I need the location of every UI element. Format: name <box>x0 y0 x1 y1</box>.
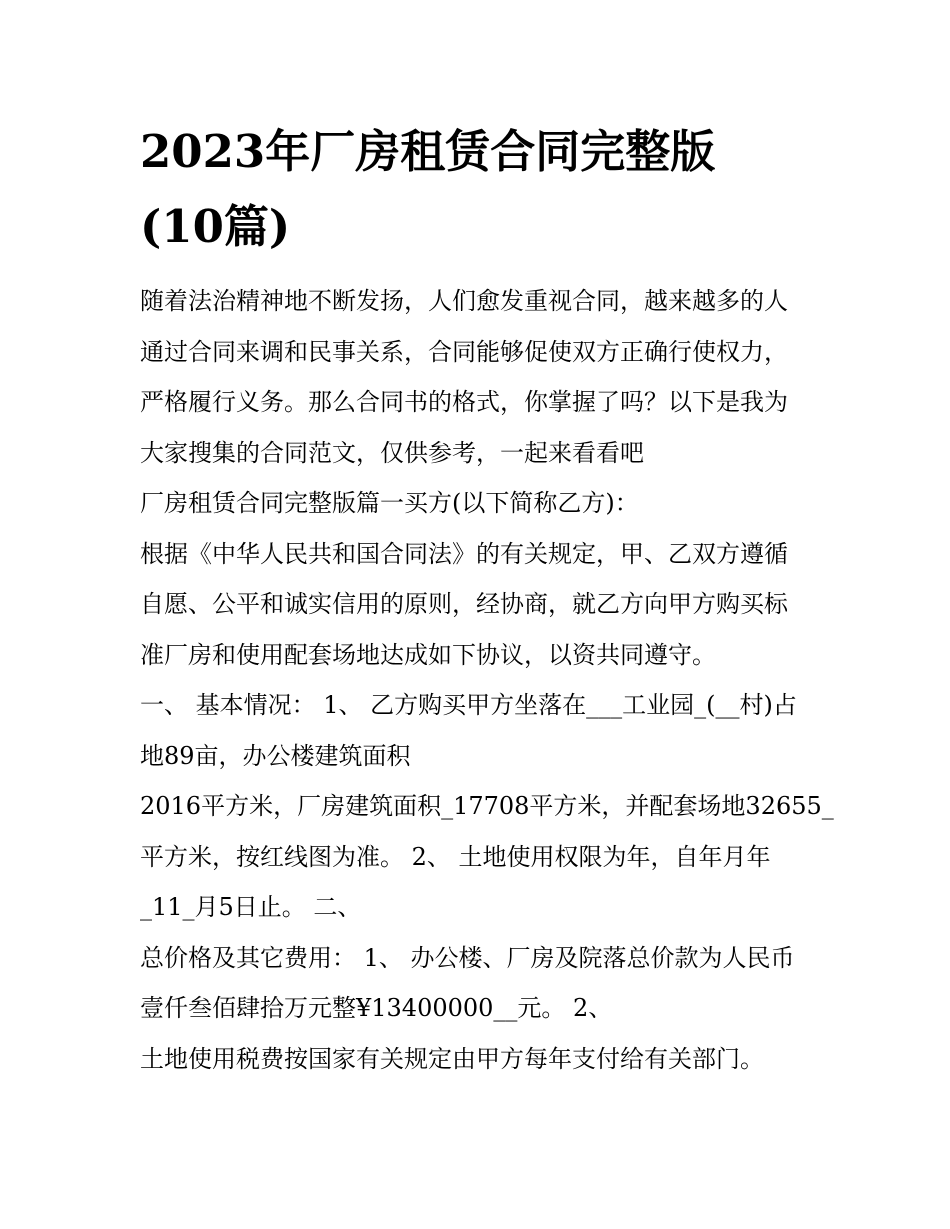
body-line: 土地使用税费按国家有关规定由甲方每年支付给有关部门。 <box>140 1044 764 1073</box>
body-line: 准厂房和使用配套场地达成如下协议，以资共同遵守。 <box>140 640 716 669</box>
body-line: 壹仟叁佰肆拾万元整¥13400000__元。 2、 <box>140 994 613 1022</box>
title-line-2: (10篇) <box>140 200 291 253</box>
body-line: 平方米，按红线图为准。 2、 土地使用权限为年，自年月年 <box>140 842 771 871</box>
body-line: 根据《中华人民共和国合同法》的有关规定，甲、乙双方遵循 <box>140 539 788 568</box>
body-line: 大家搜集的合同范文，仅供参考，一起来看看吧 <box>140 438 644 467</box>
body-line: 通过合同来调和民事关系，合同能够促使双方正确行使权力， <box>140 337 788 366</box>
section-heading: 厂房租赁合同完整版篇一买方(以下简称乙方)： <box>140 489 639 517</box>
body-line: 随着法治精神地不断发扬，人们愈发重视合同，越来越多的人 <box>140 287 788 315</box>
body-line: 总价格及其它费用： 1、 办公楼、厂房及院落总价款为人民币 <box>140 943 795 972</box>
document-body <box>140 276 834 1084</box>
body-line: 地89亩，办公楼建筑面积 <box>140 741 411 770</box>
body-line: 一、 基本情况： 1、 乙方购买甲方坐落在___工业园_(__村)占 <box>140 691 797 719</box>
body-line: _11_月5日止。 二、 <box>140 893 362 921</box>
body-line: 2016平方米，厂房建筑面积_17708平方米，并配套场地32655_ <box>140 792 834 820</box>
title-line-1: 2023年厂房租赁合同完整版 <box>140 125 716 178</box>
body-line: 自愿、公平和诚实信用的原则，经协商，就乙方向甲方购买标 <box>140 590 788 618</box>
body-line: 严格履行义务。那么合同书的格式，你掌握了吗？以下是我为 <box>140 388 788 416</box>
document-title <box>140 114 820 264</box>
